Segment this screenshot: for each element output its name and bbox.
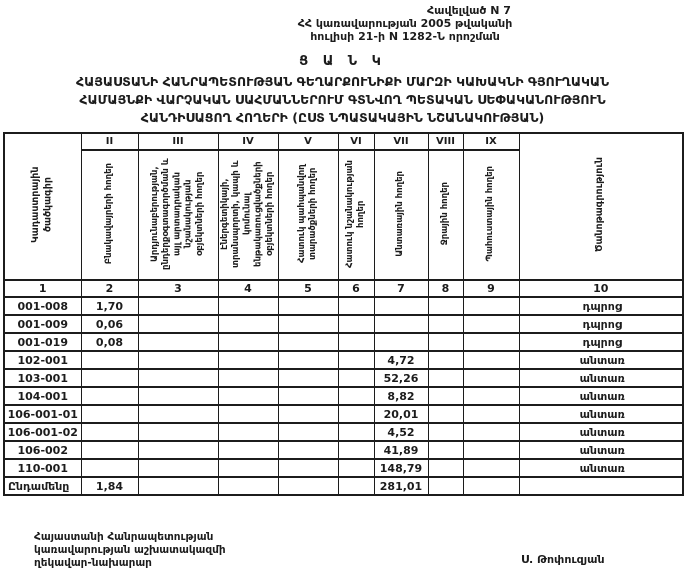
- table-cell: [138, 351, 218, 369]
- column-header-settlement-lands: Բնակավայրերի հողեր: [81, 150, 138, 280]
- roman-numeral: II: [81, 133, 138, 150]
- cadastral-code-cell: 110-001: [4, 459, 81, 477]
- roman-numeral-row: [4, 133, 683, 150]
- table-cell: [338, 387, 374, 405]
- table-cell: 0,08: [81, 333, 138, 351]
- note-cell: անտառ: [519, 423, 683, 441]
- table-head: [4, 133, 683, 297]
- roman-numeral: III: [138, 133, 218, 150]
- table-cell: [81, 405, 138, 423]
- table-cell: [218, 315, 278, 333]
- cadastral-code-cell: 001-009: [4, 315, 81, 333]
- table-cell: [81, 387, 138, 405]
- table-cell: 4,52: [374, 423, 428, 441]
- table-cell: [463, 405, 519, 423]
- table-cell: [338, 423, 374, 441]
- table-cell: [278, 333, 338, 351]
- table-cell: [218, 387, 278, 405]
- column-header-protected-lands: Հատուկ պահպանվող տարածքների հողեր: [278, 150, 338, 280]
- table-cell: 20,01: [374, 405, 428, 423]
- table-row: [4, 351, 683, 369]
- cadastral-code-cell: 001-019: [4, 333, 81, 351]
- table-cell: [428, 333, 463, 351]
- signatory-title-line: ղեկավար-նախարար: [34, 557, 152, 569]
- table-cell: [428, 459, 463, 477]
- table-cell: [338, 477, 374, 495]
- table-cell: [338, 459, 374, 477]
- table-row: [4, 297, 683, 315]
- table-cell: [278, 315, 338, 333]
- note-cell: դպրոց: [519, 315, 683, 333]
- table-row: [4, 369, 683, 387]
- table-cell: [81, 369, 138, 387]
- table-row: [4, 405, 683, 423]
- cadastral-code-header: [4, 133, 81, 280]
- column-header-forest-lands: Անտառային հողեր: [374, 150, 428, 280]
- table-cell: 52,26: [374, 369, 428, 387]
- table-row: [4, 387, 683, 405]
- note-cell: անտառ: [519, 405, 683, 423]
- cadastral-code-header-text: Կադաստրային ծածկագիր: [30, 166, 54, 244]
- title-line: ՀԱՆԴԻՍԱՑՈՂ ՀՈՂԵՐԻ (ԸՍՏ ՆՊԱՏԱԿԱՅԻՆ ՆՇԱՆԱԿՈՒԹՅԱՆ): [140, 110, 545, 125]
- table-cell: [463, 351, 519, 369]
- column-number: 8: [428, 280, 463, 297]
- table-cell: [374, 315, 428, 333]
- signatory-title-line: Հայաստանի Հանրապետության: [34, 531, 214, 543]
- land-registry-table: [3, 132, 684, 496]
- table-row: [4, 477, 683, 495]
- column-number: 5: [278, 280, 338, 297]
- table-cell: [81, 459, 138, 477]
- roman-numeral: VI: [338, 133, 374, 150]
- roman-numeral: IX: [463, 133, 519, 150]
- note-cell: անտառ: [519, 387, 683, 405]
- note-header: [519, 133, 683, 280]
- column-header-industrial-lands: Արդյունաբերության, ընդերքօգտագործման և այլ արտադրական նշանակության օբյեկտների հողեր: [138, 150, 218, 280]
- note-cell: անտառ: [519, 351, 683, 369]
- table-cell: [138, 369, 218, 387]
- table-cell: [138, 315, 218, 333]
- table-cell: [218, 459, 278, 477]
- table-row: [4, 459, 683, 477]
- table-cell: [338, 441, 374, 459]
- table-cell: 148,79: [374, 459, 428, 477]
- table-cell: [218, 441, 278, 459]
- table-row: [4, 315, 683, 333]
- table-cell: 8,82: [374, 387, 428, 405]
- table-row: [4, 333, 683, 351]
- table-cell: [374, 333, 428, 351]
- signatory-title-block: [34, 531, 226, 570]
- column-number: 6: [338, 280, 374, 297]
- table-cell: [278, 297, 338, 315]
- signature-name: Ս. Թոփուզյան: [521, 553, 605, 566]
- table-cell: [81, 351, 138, 369]
- roman-numeral: VII: [374, 133, 428, 150]
- title-line: ՀԱՅԱՍՏԱՆԻ ՀԱՆՐԱՊԵՏՈՒԹՅԱՆ ԳԵՂԱՐՔՈՒՆԻՔԻ ՄԱՐԶԻ ԿԱԽԱԿՆԻ ԳՅՈՒՂԱԿԱՆ: [75, 74, 610, 89]
- table-cell: [428, 423, 463, 441]
- table-cell: [278, 423, 338, 441]
- column-number: 10: [519, 280, 683, 297]
- column-number: 1: [4, 280, 81, 297]
- table-cell: [278, 351, 338, 369]
- column-number: 4: [218, 280, 278, 297]
- table-cell: [463, 315, 519, 333]
- note-cell: անտառ: [519, 441, 683, 459]
- table-cell: [138, 477, 218, 495]
- table-cell: [218, 423, 278, 441]
- table-cell: 1,84: [81, 477, 138, 495]
- table-cell: 4,72: [374, 351, 428, 369]
- table-cell: [218, 351, 278, 369]
- table-cell: [138, 333, 218, 351]
- table-cell: [138, 423, 218, 441]
- cadastral-code-cell: 104-001: [4, 387, 81, 405]
- table-cell: [463, 477, 519, 495]
- table-cell: [138, 441, 218, 459]
- table-cell: [338, 315, 374, 333]
- appendix-line: ՀՀ կառավարության 2005 թվականի: [297, 17, 513, 30]
- table-cell: [138, 405, 218, 423]
- table-cell: [278, 405, 338, 423]
- table-cell: [463, 441, 519, 459]
- table-cell: [218, 297, 278, 315]
- cadastral-code-cell: 102-001: [4, 351, 81, 369]
- document-title-word: Ց Ա Ն Կ: [299, 54, 386, 69]
- table-cell: [278, 387, 338, 405]
- cadastral-code-cell: 103-001: [4, 369, 81, 387]
- table-cell: [138, 387, 218, 405]
- table-cell: [428, 405, 463, 423]
- cadastral-code-cell: 106-001-01: [4, 405, 81, 423]
- table-cell: [218, 405, 278, 423]
- table-cell: 0,06: [81, 315, 138, 333]
- column-header-reserve-lands: Պահուստային հողեր: [463, 150, 519, 280]
- table-cell: 1,70: [81, 297, 138, 315]
- table-body: [4, 297, 683, 495]
- table-cell: 41,89: [374, 441, 428, 459]
- table-cell: [278, 459, 338, 477]
- column-number: 9: [463, 280, 519, 297]
- title-line: ՀԱՄԱՅՆՔԻ ՎԱՐՉԱԿԱՆ ՍԱՀՄԱՆՆԵՐՈՒՄ ԳՏՆՎՈՂ ՊԵՏԱԿԱՆ ՍԵՓԱԿԱՆՈՒԹՅՈՒՆ: [79, 92, 606, 107]
- signatory-title-line: կառավարության աշխատակազմի: [34, 544, 226, 556]
- table-cell: [81, 423, 138, 441]
- note-cell: [519, 477, 683, 495]
- table-cell: [428, 351, 463, 369]
- cadastral-code-cell: Ընդամենը: [4, 477, 81, 495]
- column-number: 7: [374, 280, 428, 297]
- table-cell: [218, 477, 278, 495]
- table-cell: [338, 297, 374, 315]
- table-cell: [463, 369, 519, 387]
- column-number: 2: [81, 280, 138, 297]
- table-cell: [278, 369, 338, 387]
- table-row: [4, 423, 683, 441]
- table-cell: [374, 297, 428, 315]
- table-cell: [278, 477, 338, 495]
- table-cell: [138, 459, 218, 477]
- note-header-text: Ծանոթագրություն: [594, 157, 606, 253]
- note-cell: դպրոց: [519, 297, 683, 315]
- appendix-line: Հավելված N 7: [427, 4, 511, 17]
- column-number: 3: [138, 280, 218, 297]
- note-cell: անտառ: [519, 369, 683, 387]
- cadastral-code-cell: 106-002: [4, 441, 81, 459]
- note-cell: անտառ: [519, 459, 683, 477]
- table-cell: [218, 369, 278, 387]
- table-cell: [338, 351, 374, 369]
- column-header-infrastructure-lands: Էներգետիկայի, տրանսպորտի, կապի և կոմունալ ենթակառուցվածքների օբյեկտների հողեր: [218, 150, 278, 280]
- table-cell: [428, 315, 463, 333]
- table-cell: [428, 297, 463, 315]
- roman-numeral: V: [278, 133, 338, 150]
- roman-numeral: VIII: [428, 133, 463, 150]
- note-cell: դպրոց: [519, 333, 683, 351]
- table-cell: [338, 333, 374, 351]
- table-cell: [278, 441, 338, 459]
- table-cell: [428, 441, 463, 459]
- table-cell: [463, 333, 519, 351]
- document-title: [0, 73, 685, 127]
- table-cell: [428, 369, 463, 387]
- table-cell: [138, 297, 218, 315]
- table-cell: [463, 387, 519, 405]
- table-cell: [463, 459, 519, 477]
- table-cell: [338, 405, 374, 423]
- column-header-special-lands: Հատուկ նշանակության հողեր: [338, 150, 374, 280]
- appendix-block: [125, 4, 685, 43]
- table-cell: [428, 477, 463, 495]
- column-header-water-lands: Ջրային հողեր: [428, 150, 463, 280]
- table-cell: 281,01: [374, 477, 428, 495]
- cadastral-code-cell: 106-001-02: [4, 423, 81, 441]
- table-row: [4, 441, 683, 459]
- table-cell: [463, 297, 519, 315]
- cadastral-code-cell: 001-008: [4, 297, 81, 315]
- table-cell: [428, 387, 463, 405]
- column-number-row: [4, 280, 683, 297]
- table-cell: [218, 333, 278, 351]
- table-cell: [338, 369, 374, 387]
- appendix-line: հուլիսի 21-ի N 1282-Ն որոշման: [310, 30, 500, 43]
- table-cell: [81, 441, 138, 459]
- roman-numeral: IV: [218, 133, 278, 150]
- table-cell: [463, 423, 519, 441]
